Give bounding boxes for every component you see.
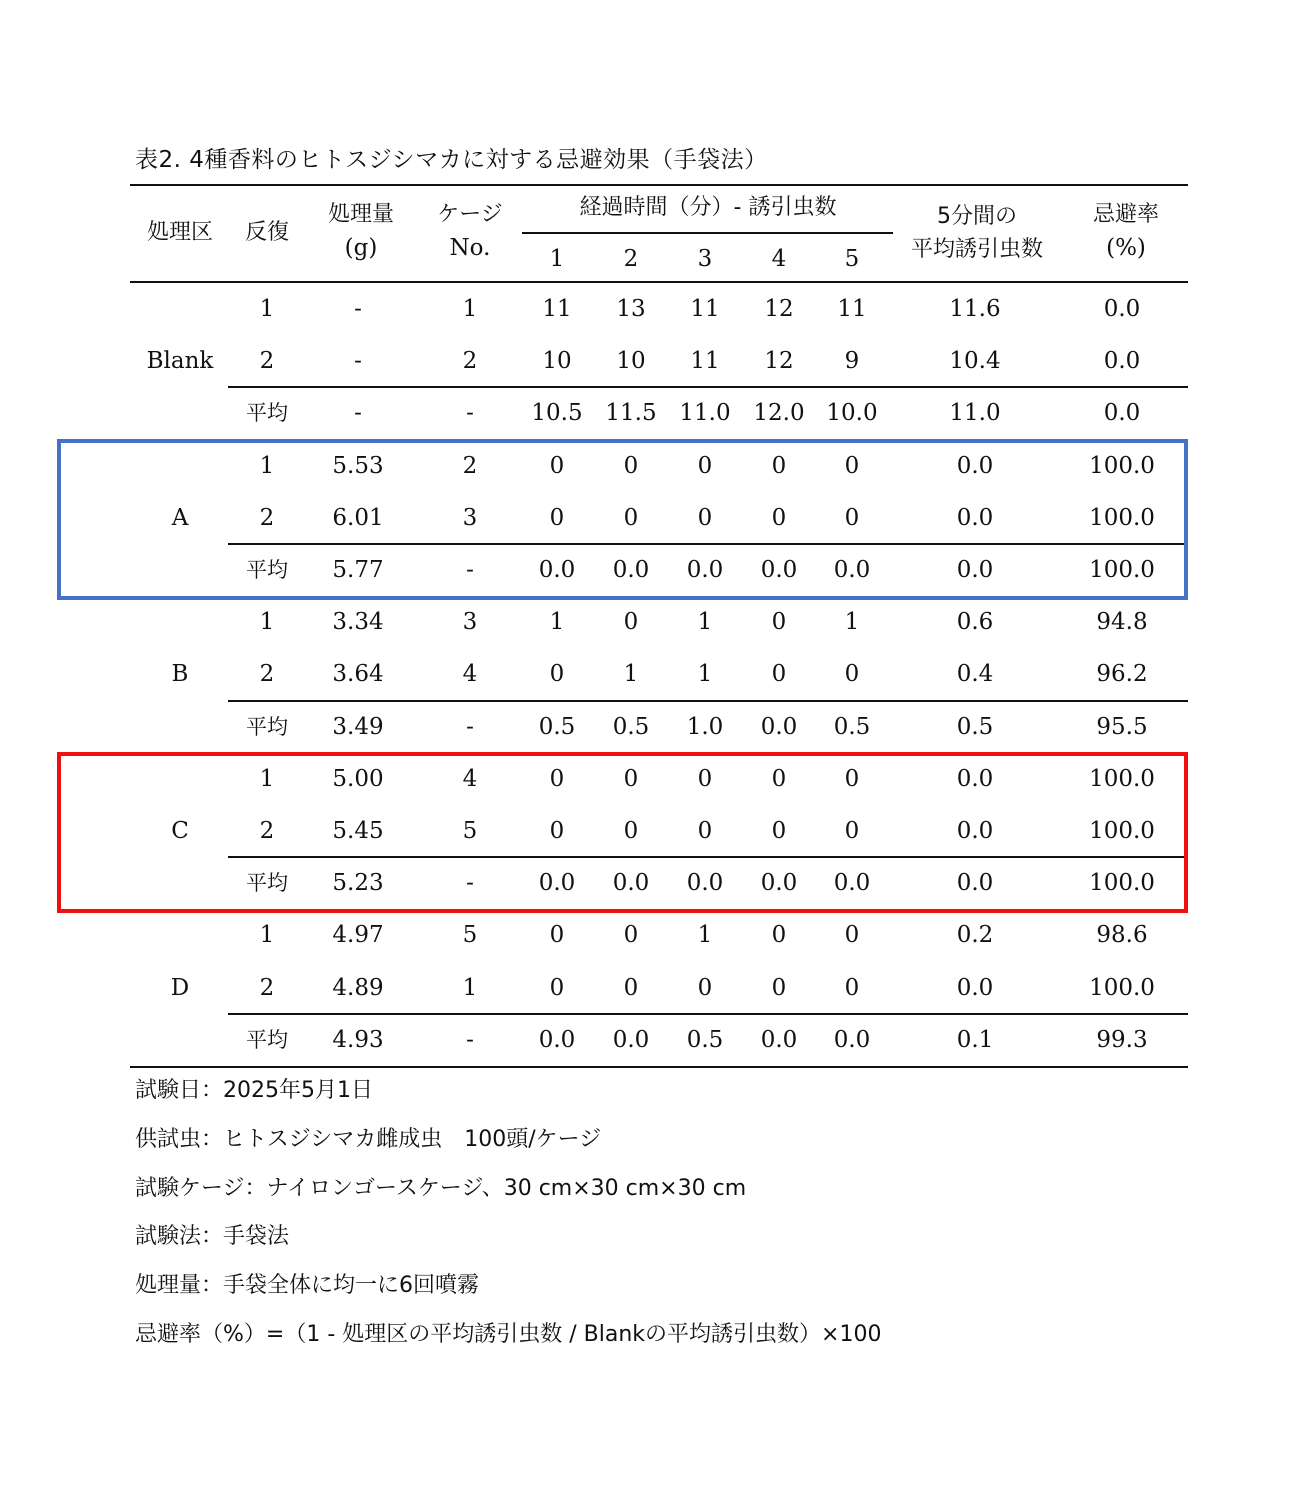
amount-cell: 4.93 xyxy=(332,1026,384,1053)
average-label: 平均 xyxy=(246,401,288,426)
count-cell: 11 xyxy=(690,296,720,322)
count-cell: 1.0 xyxy=(686,713,724,740)
repellency-cell: 100.0 xyxy=(1089,452,1155,479)
average-label: 平均 xyxy=(246,714,288,739)
cage-cell: 4 xyxy=(462,661,478,688)
cage-cell: - xyxy=(466,870,474,897)
count-cell: 0 xyxy=(549,452,565,479)
count-cell: 0 xyxy=(844,818,860,844)
amount-cell: 5.77 xyxy=(332,557,384,583)
footnote-line: 試験法：手袋法 xyxy=(135,1224,290,1250)
count-cell: 0 xyxy=(549,974,565,1001)
header-average-line2: 平均誘引虫数 xyxy=(910,237,1043,262)
repetition-cell: 1 xyxy=(259,296,275,322)
group-label: A xyxy=(171,504,189,531)
count-cell: 0 xyxy=(549,504,565,531)
count-cell: 0.5 xyxy=(612,713,650,740)
group-label: D xyxy=(170,974,190,1001)
count-cell: 10.0 xyxy=(826,400,878,427)
count-cell: 0.0 xyxy=(833,870,871,897)
average-count-cell: 10.4 xyxy=(949,348,1001,375)
amount-cell: 3.64 xyxy=(332,661,384,688)
amount-cell: 5.00 xyxy=(332,765,384,792)
average-row-rule xyxy=(228,700,1188,702)
amount-cell: 4.89 xyxy=(332,974,384,1001)
count-cell: 0 xyxy=(697,452,713,479)
header-repetition: 反復 xyxy=(244,220,289,245)
count-cell: 0.0 xyxy=(686,557,724,583)
count-cell: 10 xyxy=(616,348,646,375)
repetition-cell: 1 xyxy=(259,609,275,636)
cage-cell: - xyxy=(466,713,474,740)
count-cell: 0.0 xyxy=(760,713,798,740)
amount-cell: 5.45 xyxy=(332,818,384,844)
footnote-line: 試験ケージ：ナイロンゴースケージ、30 cm×30 cm×30 cm xyxy=(135,1175,747,1201)
count-cell: 0 xyxy=(697,504,713,531)
count-cell: 0 xyxy=(844,452,860,479)
count-cell: 0.0 xyxy=(760,870,798,897)
repetition-cell: 2 xyxy=(259,974,275,1001)
average-count-cell: 0.4 xyxy=(956,661,994,688)
cage-cell: 1 xyxy=(462,296,478,322)
average-count-cell: 0.0 xyxy=(956,818,994,844)
count-cell: 0 xyxy=(549,922,565,949)
count-cell: 11 xyxy=(837,296,867,322)
count-cell: 10 xyxy=(542,348,572,375)
count-cell: 0.0 xyxy=(538,1026,576,1053)
count-cell: 0 xyxy=(771,974,787,1001)
count-cell: 0 xyxy=(771,609,787,636)
amount-cell: 5.53 xyxy=(332,452,384,479)
count-cell: 0.0 xyxy=(538,557,576,583)
table-caption: 表2. 4種香料のヒトスジシマカに対する忌避効果（手袋法） xyxy=(135,147,768,173)
average-label: 平均 xyxy=(246,871,288,896)
count-cell: 10.5 xyxy=(531,400,583,427)
count-cell: 0 xyxy=(771,765,787,792)
count-cell: 0 xyxy=(844,974,860,1001)
count-cell: 0.0 xyxy=(538,870,576,897)
header-amount: 処理量 xyxy=(327,202,394,227)
cage-cell: 3 xyxy=(462,504,478,531)
count-cell: 0 xyxy=(549,661,565,688)
average-count-cell: 0.2 xyxy=(956,922,994,949)
header-elapsed: 経過時間（分）- 誘引虫数 xyxy=(579,195,837,220)
count-cell: 0 xyxy=(623,452,639,479)
header-amount-unit: (g) xyxy=(344,235,378,261)
repellency-cell: 99.3 xyxy=(1096,1026,1148,1053)
header-repellency-unit: (%) xyxy=(1106,235,1146,261)
repellency-cell: 0.0 xyxy=(1103,400,1141,427)
average-count-cell: 11.0 xyxy=(949,400,1001,427)
footnote-line: 処理量：手袋全体に均一に6回噴霧 xyxy=(135,1273,479,1299)
count-cell: 0 xyxy=(697,818,713,844)
count-cell: 0.0 xyxy=(612,870,650,897)
repellency-cell: 100.0 xyxy=(1089,557,1155,583)
repellency-cell: 0.0 xyxy=(1103,348,1141,375)
repellency-cell: 100.0 xyxy=(1089,974,1155,1001)
count-cell: 0 xyxy=(844,661,860,688)
count-cell: 0.0 xyxy=(833,1026,871,1053)
group-label: C xyxy=(171,818,189,844)
average-count-cell: 11.6 xyxy=(949,296,1001,322)
count-cell: 0 xyxy=(844,504,860,531)
amount-cell: 5.23 xyxy=(332,870,384,897)
header-minute-4: 4 xyxy=(771,246,787,272)
cage-cell: 3 xyxy=(462,609,478,636)
highlight-box-A xyxy=(57,439,1188,600)
count-cell: 0.5 xyxy=(686,1026,724,1053)
header-minute-2: 2 xyxy=(623,246,639,272)
repetition-cell: 1 xyxy=(259,765,275,792)
header-bottom-rule xyxy=(130,281,1188,283)
count-cell: 0 xyxy=(549,818,565,844)
amount-cell: 6.01 xyxy=(332,504,384,531)
header-cage: ケージ xyxy=(437,202,503,227)
repetition-cell: 2 xyxy=(259,504,275,531)
footnote-line: 忌避率（%）=（1 - 処理区の平均誘引虫数 / Blankの平均誘引虫数）×100 xyxy=(135,1322,882,1347)
average-row-rule xyxy=(228,386,1188,388)
count-cell: 0 xyxy=(623,504,639,531)
footnote-line: 試験日：2025年5月1日 xyxy=(135,1078,373,1103)
cage-cell: 5 xyxy=(462,922,478,949)
amount-cell: - xyxy=(354,348,362,375)
repellency-cell: 96.2 xyxy=(1096,661,1148,688)
count-cell: 0 xyxy=(549,765,565,792)
count-cell: 11.5 xyxy=(605,400,657,427)
amount-cell: - xyxy=(354,296,362,322)
average-count-cell: 0.0 xyxy=(956,974,994,1001)
count-cell: 0 xyxy=(697,974,713,1001)
amount-cell: 4.97 xyxy=(332,922,384,949)
repetition-cell: 2 xyxy=(259,348,275,375)
count-cell: 0 xyxy=(623,922,639,949)
header-minute-1: 1 xyxy=(549,246,565,272)
repellency-cell: 0.0 xyxy=(1103,296,1141,322)
count-cell: 0 xyxy=(771,504,787,531)
count-cell: 1 xyxy=(697,609,713,636)
count-cell: 11.0 xyxy=(679,400,731,427)
repellency-cell: 94.8 xyxy=(1096,609,1148,636)
repetition-cell: 1 xyxy=(259,922,275,949)
count-cell: 0 xyxy=(623,609,639,636)
average-count-cell: 0.0 xyxy=(956,452,994,479)
highlight-box-C xyxy=(57,752,1188,913)
count-cell: 12 xyxy=(764,296,794,322)
average-label: 平均 xyxy=(246,1027,288,1052)
average-count-cell: 0.5 xyxy=(956,713,994,740)
amount-cell: - xyxy=(354,400,362,427)
count-cell: 0.0 xyxy=(760,557,798,583)
repellency-cell: 98.6 xyxy=(1096,922,1148,949)
count-cell: 1 xyxy=(697,922,713,949)
repetition-cell: 2 xyxy=(259,661,275,688)
count-cell: 0 xyxy=(771,818,787,844)
average-count-cell: 0.0 xyxy=(956,765,994,792)
count-cell: 0.0 xyxy=(612,557,650,583)
count-cell: 0 xyxy=(844,765,860,792)
count-cell: 0 xyxy=(771,661,787,688)
group-label: B xyxy=(171,661,189,688)
table-top-rule xyxy=(130,184,1188,186)
cage-cell: - xyxy=(466,557,474,583)
footnote-line: 供試虫：ヒトスジシマカ雌成虫 100頭/ケージ xyxy=(135,1126,602,1152)
count-cell: 0 xyxy=(623,765,639,792)
repellency-cell: 95.5 xyxy=(1096,713,1148,740)
average-count-cell: 0.6 xyxy=(956,609,994,636)
count-cell: 11 xyxy=(690,348,720,375)
count-cell: 0.0 xyxy=(686,870,724,897)
average-count-cell: 0.0 xyxy=(956,504,994,531)
repetition-cell: 1 xyxy=(259,452,275,479)
header-minute-3: 3 xyxy=(697,246,713,272)
header-average-line1: 5分間の xyxy=(937,204,1017,229)
cage-cell: - xyxy=(466,400,474,427)
group-bottom-rule xyxy=(130,1066,1188,1068)
cage-cell: 4 xyxy=(462,765,478,792)
count-cell: 0 xyxy=(771,452,787,479)
header-treatment: 処理区 xyxy=(146,220,213,245)
repellency-cell: 100.0 xyxy=(1089,870,1155,897)
repetition-cell: 2 xyxy=(259,818,275,844)
count-cell: 9 xyxy=(844,348,860,375)
count-cell: 0.0 xyxy=(833,557,871,583)
average-label: 平均 xyxy=(246,558,288,582)
count-cell: 0 xyxy=(771,922,787,949)
amount-cell: 3.49 xyxy=(332,713,384,740)
repellency-cell: 100.0 xyxy=(1089,504,1155,531)
count-cell: 1 xyxy=(623,661,639,688)
cage-cell: - xyxy=(466,1026,474,1053)
count-cell: 12 xyxy=(764,348,794,375)
header-repellency: 忌避率 xyxy=(1092,202,1159,227)
cage-cell: 2 xyxy=(462,348,478,375)
count-cell: 0 xyxy=(697,765,713,792)
cage-cell: 5 xyxy=(462,818,478,844)
repellency-cell: 100.0 xyxy=(1089,765,1155,792)
count-cell: 0.0 xyxy=(612,1026,650,1053)
header-cage-no: No. xyxy=(449,235,491,261)
header-minute-5: 5 xyxy=(844,246,860,272)
average-count-cell: 0.1 xyxy=(956,1026,994,1053)
repellency-cell: 100.0 xyxy=(1089,818,1155,844)
count-cell: 13 xyxy=(616,296,646,322)
cage-cell: 1 xyxy=(462,974,478,1001)
count-cell: 0.5 xyxy=(833,713,871,740)
count-cell: 0 xyxy=(623,818,639,844)
amount-cell: 3.34 xyxy=(332,609,384,636)
count-cell: 1 xyxy=(844,609,860,636)
count-cell: 0 xyxy=(844,922,860,949)
count-cell: 0.0 xyxy=(760,1026,798,1053)
count-cell: 12.0 xyxy=(753,400,805,427)
average-count-cell: 0.0 xyxy=(956,557,994,583)
average-row-rule xyxy=(228,1013,1188,1015)
count-cell: 11 xyxy=(542,296,572,322)
cage-cell: 2 xyxy=(462,452,478,479)
group-label: Blank xyxy=(146,348,214,375)
elapsed-subheader-rule xyxy=(522,232,893,234)
count-cell: 1 xyxy=(697,661,713,688)
average-count-cell: 0.0 xyxy=(956,870,994,897)
count-cell: 1 xyxy=(549,609,565,636)
count-cell: 0 xyxy=(623,974,639,1001)
count-cell: 0.5 xyxy=(538,713,576,740)
